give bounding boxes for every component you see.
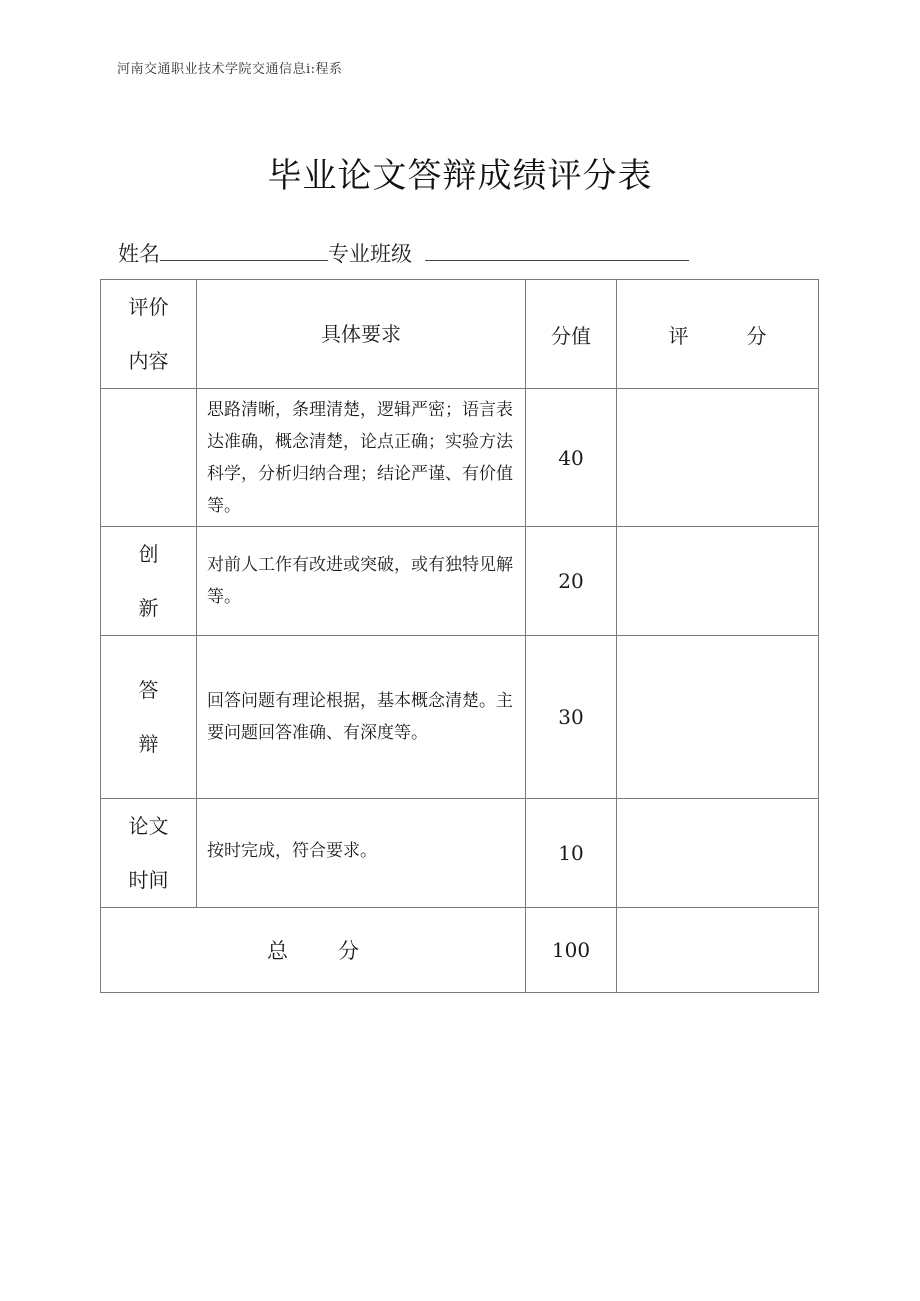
name-field[interactable] [160, 240, 328, 261]
header-rating: 评 分 [617, 280, 819, 389]
header-score-value: 分值 [526, 280, 617, 389]
row-requirement: 思路清晰，条理清楚，逻辑严密；语言表达准确，概念清楚，论点正确；实验方法科学，分析归纳合理；结论严谨、有价值等。 [197, 389, 526, 527]
table-row [101, 636, 819, 799]
row-rating-cell[interactable] [617, 389, 819, 527]
student-info-line [118, 238, 689, 268]
row-category: 创 新 [101, 527, 197, 636]
row-value: 10 [526, 799, 617, 908]
major-class-label: 专业班级 [328, 242, 412, 266]
row-rating-cell[interactable] [617, 527, 819, 636]
name-label: 姓名 [118, 242, 160, 266]
total-label: 总 分 [101, 908, 526, 993]
page-title: 毕业论文答辩成绩评分表 [267, 156, 653, 196]
row-rating-cell[interactable] [617, 799, 819, 908]
table-header-row [101, 280, 819, 389]
row-requirement: 按时完成，符合要求。 [197, 799, 526, 908]
header-evaluation-content: 评价 内容 [101, 280, 197, 389]
table-row [101, 527, 819, 636]
department-header: 河南交通职业技术学院交通信息i:程系 [117, 62, 343, 77]
header-requirement: 具体要求 [197, 280, 526, 389]
total-row [101, 908, 819, 993]
total-value: 100 [526, 908, 617, 993]
total-rating-cell[interactable] [617, 908, 819, 993]
row-value: 30 [526, 636, 617, 799]
row-category [101, 389, 197, 527]
row-category: 答 辩 [101, 636, 197, 799]
row-requirement: 对前人工作有改进或突破，或有独特见解等。 [197, 527, 526, 636]
major-class-field[interactable] [425, 240, 689, 261]
row-value: 40 [526, 389, 617, 527]
row-category: 论文 时间 [101, 799, 197, 908]
score-table [100, 279, 819, 993]
row-rating-cell[interactable] [617, 636, 819, 799]
table-row [101, 389, 819, 527]
row-value: 20 [526, 527, 617, 636]
row-requirement: 回答问题有理论根据，基本概念清楚。主要问题回答准确、有深度等。 [197, 636, 526, 799]
table-row [101, 799, 819, 908]
